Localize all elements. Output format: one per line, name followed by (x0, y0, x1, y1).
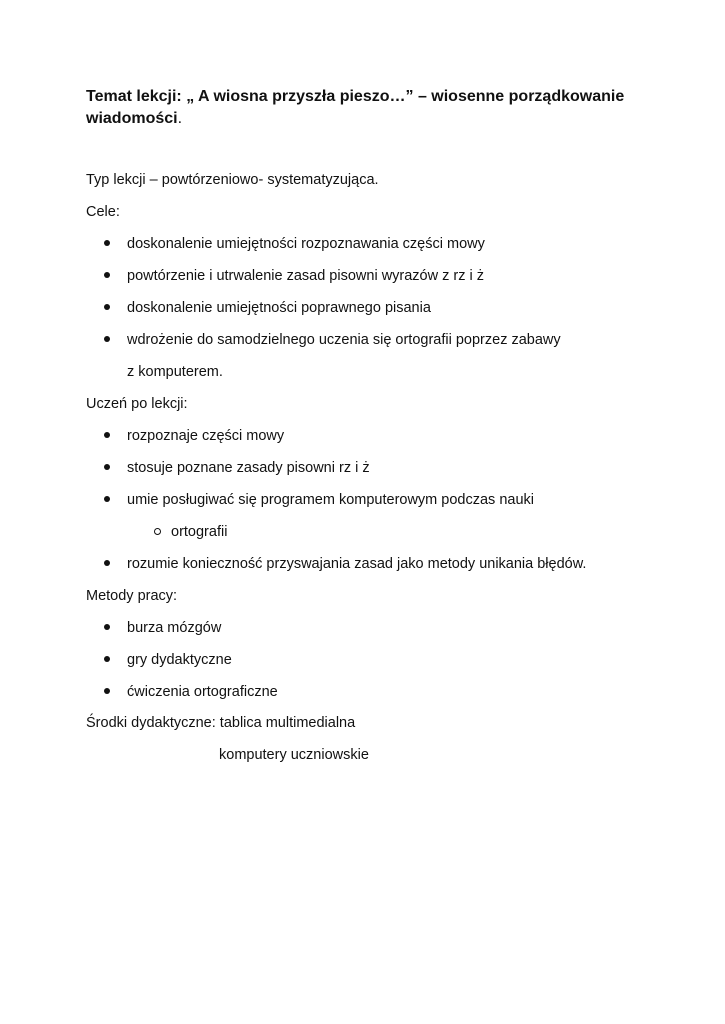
outcome-item-text: umie posługiwać się programem komputerowym podczas nauki (127, 492, 534, 508)
method-item (104, 618, 221, 638)
outcomes-heading: Uczeń po lekcji: (86, 396, 188, 412)
goal-item (104, 330, 561, 350)
goal-item-text: doskonalenie umiejętności poprawnego pisania (127, 300, 431, 316)
lesson-title-text: Temat lekcji: „ A wiosna przyszła pieszo…” – wiosenne porządkowanie wiadomości (86, 88, 625, 127)
method-item (104, 650, 232, 670)
bullet-icon (104, 496, 110, 502)
bullet-icon (104, 272, 110, 278)
outcome-item-text: rozpoznaje części mowy (127, 428, 285, 444)
outcome-item (104, 458, 370, 478)
goal-item (104, 234, 485, 254)
bullet-icon (104, 464, 110, 470)
outcome-item (104, 554, 586, 574)
bullet-icon (104, 240, 110, 246)
bullet-icon (104, 656, 110, 662)
goals-heading: Cele: (86, 204, 120, 220)
goal-item-text: wdrożenie do samodzielnego uczenia się ortografii poprzez zabawy (127, 332, 561, 348)
goal-item (104, 298, 431, 318)
bullet-icon (104, 304, 110, 310)
bullet-icon (104, 560, 110, 566)
outcome-item-text: rozumie konieczność przyswajania zasad jako metody unikania błędów. (127, 556, 587, 572)
outcome-item-text: stosuje poznane zasady pisowni rz i ż (127, 460, 370, 476)
bullet-icon (104, 336, 110, 342)
method-item (104, 682, 278, 702)
methods-heading: Metody pracy: (86, 588, 178, 604)
teaching-aids-continuation: komputery uczniowskie (219, 747, 369, 763)
method-item-text: ćwiczenia ortograficzne (127, 684, 278, 700)
teaching-aids: Środki dydaktyczne: tablica multimedialna (86, 715, 356, 731)
goal-item-text: powtórzenie i utrwalenie zasad pisowni wyrazów z rz i ż (127, 268, 485, 284)
outcome-item (104, 490, 534, 510)
outcome-item (104, 426, 284, 446)
hollow-bullet-icon (154, 528, 161, 535)
lesson-title-period: . (177, 110, 183, 127)
goal-item (104, 266, 484, 286)
lesson-type: Typ lekcji – powtórzeniowo- systematyzująca. (86, 172, 379, 188)
bullet-icon (104, 624, 110, 630)
goal-item-text: doskonalenie umiejętności rozpoznawania części mowy (127, 236, 485, 252)
method-item-text: burza mózgów (127, 620, 222, 636)
lesson-title (86, 86, 646, 130)
method-item-text: gry dydaktyczne (127, 652, 232, 668)
bullet-icon (104, 432, 110, 438)
goal-item-continuation: z komputerem. (127, 364, 223, 380)
outcome-subitem (154, 522, 227, 542)
outcome-subitem-text: ortografii (171, 524, 228, 540)
bullet-icon (104, 688, 110, 694)
